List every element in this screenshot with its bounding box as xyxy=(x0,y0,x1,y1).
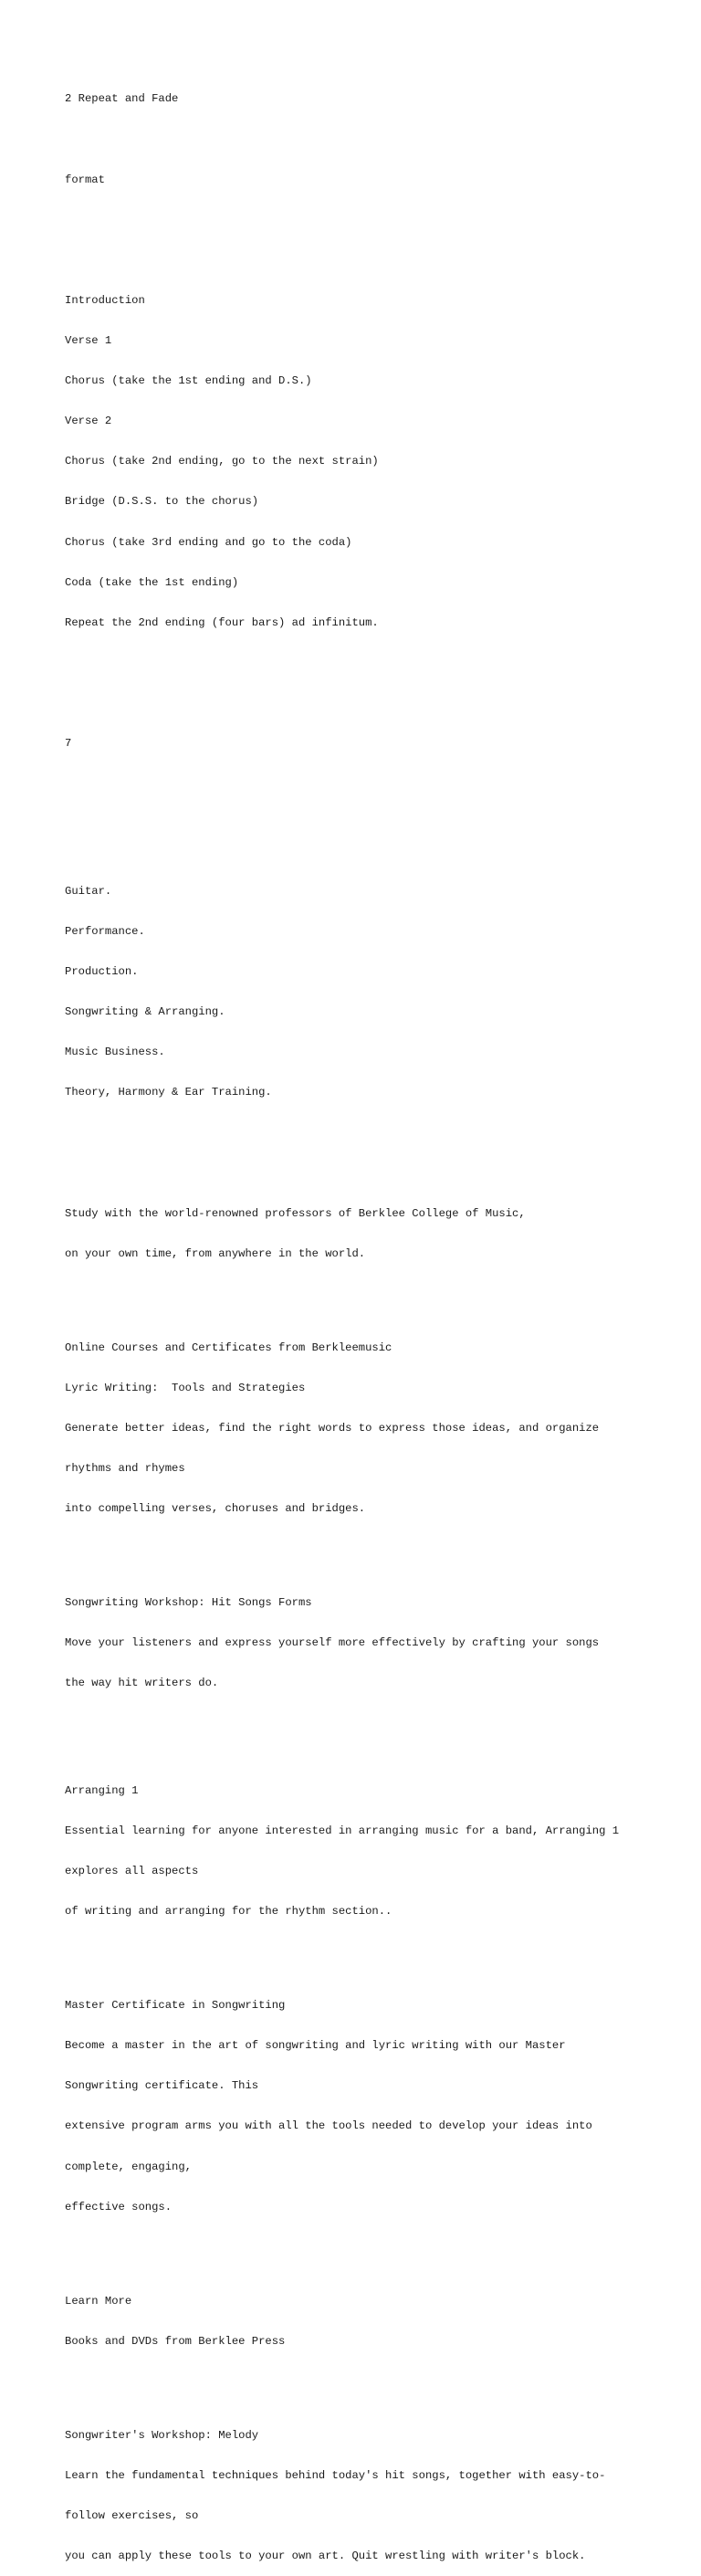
course-description-line: follow exercises, so xyxy=(65,2508,199,2522)
course-description-line: effective songs. xyxy=(65,2200,173,2213)
study-line: on your own time, from anywhere in the world. xyxy=(65,1246,366,1260)
subject-item: Guitar. xyxy=(65,884,112,898)
page-number: 7 xyxy=(65,737,72,751)
course-description-line: Move your listeners and express yourself more effectively by crafting your songs xyxy=(65,1636,600,1650)
subject-item: Music Business. xyxy=(65,1046,165,1059)
course-description-line: explores all aspects xyxy=(65,1865,199,1878)
spacer xyxy=(65,1717,658,1743)
course-description-line: the way hit writers do. xyxy=(65,1677,219,1690)
format-label: format xyxy=(65,173,105,186)
document-page xyxy=(65,66,658,2576)
subject-item: Performance. xyxy=(65,924,145,938)
course-description-line: you can apply these tools to your own art. Quit wrestling with writer's block. xyxy=(65,2549,586,2562)
course-description-line: extensive program arms you with all the tools needed to develop your ideas into xyxy=(65,2119,592,2133)
course-description-line: rhythms and rhymes xyxy=(65,1462,185,1476)
spacer xyxy=(65,1945,658,1959)
course-description-line: Essential learning for anyone interested in arranging music for a band, Arranging 1 xyxy=(65,1824,620,1837)
course-title-master-certificate: Master Certificate in Songwriting xyxy=(65,1999,286,2013)
online-courses-heading: Online Courses and Certificates from Berkleemusic xyxy=(65,1341,392,1354)
spacer xyxy=(65,133,658,147)
course-description-line: into compelling verses, choruses and bridges. xyxy=(65,1502,366,1516)
spacer xyxy=(65,2241,658,2255)
structure-item: Repeat the 2nd ending (four bars) ad infinitum. xyxy=(65,615,379,629)
section-heading: 2 Repeat and Fade xyxy=(65,92,179,106)
course-title-songwriting-workshop: Songwriting Workshop: Hit Songs Forms xyxy=(65,1596,312,1610)
study-line: Study with the world-renowned professors of Berklee College of Music, xyxy=(65,1206,526,1220)
structure-item: Bridge (D.S.S. to the chorus) xyxy=(65,495,259,509)
structure-item: Chorus (take 2nd ending, go to the next strain) xyxy=(65,455,379,468)
course-description-line: of writing and arranging for the rhythm section.. xyxy=(65,1905,392,1919)
song-structure-list xyxy=(65,268,658,657)
course-title-lyric-writing: Lyric Writing: Tools and Strategies xyxy=(65,1381,306,1394)
structure-item: Introduction xyxy=(65,293,145,307)
subject-list xyxy=(65,857,658,1126)
structure-item: Verse 2 xyxy=(65,415,112,428)
learn-more-text: Learn More xyxy=(65,2294,132,2308)
spacer xyxy=(65,777,658,817)
course-description-line: Become a master in the art of songwriting and lyric writing with our Master xyxy=(65,2039,566,2053)
course-description-line: complete, engaging, xyxy=(65,2160,192,2173)
structure-item: Chorus (take 3rd ending and go to the coda) xyxy=(65,535,352,549)
course-description-line: Songwriting certificate. This xyxy=(65,2079,259,2093)
course-title-arranging: Arranging 1 xyxy=(65,1783,139,1797)
spacer xyxy=(65,1288,658,1301)
spacer xyxy=(65,1542,658,1556)
course-title-melody-workshop: Songwriter's Workshop: Melody xyxy=(65,2428,259,2442)
structure-item: Verse 1 xyxy=(65,334,112,348)
subject-item: Theory, Harmony & Ear Training. xyxy=(65,1086,272,1099)
spacer xyxy=(65,683,658,697)
spacer xyxy=(65,214,658,227)
structure-item: Coda (take the 1st ending) xyxy=(65,575,239,589)
subject-item: Songwriting & Arranging. xyxy=(65,1005,225,1019)
course-description-line: Learn the fundamental techniques behind today's hit songs, together with easy-to- xyxy=(65,2468,606,2482)
books-dvds-line: Books and DVDs from Berklee Press xyxy=(65,2334,286,2348)
spacer xyxy=(65,2375,658,2389)
course-description-line: Generate better ideas, find the right words to express those ideas, and organize xyxy=(65,1421,600,1435)
spacer xyxy=(65,1153,658,1167)
structure-item: Chorus (take the 1st ending and D.S.) xyxy=(65,374,312,388)
subject-item: Production. xyxy=(65,965,139,979)
